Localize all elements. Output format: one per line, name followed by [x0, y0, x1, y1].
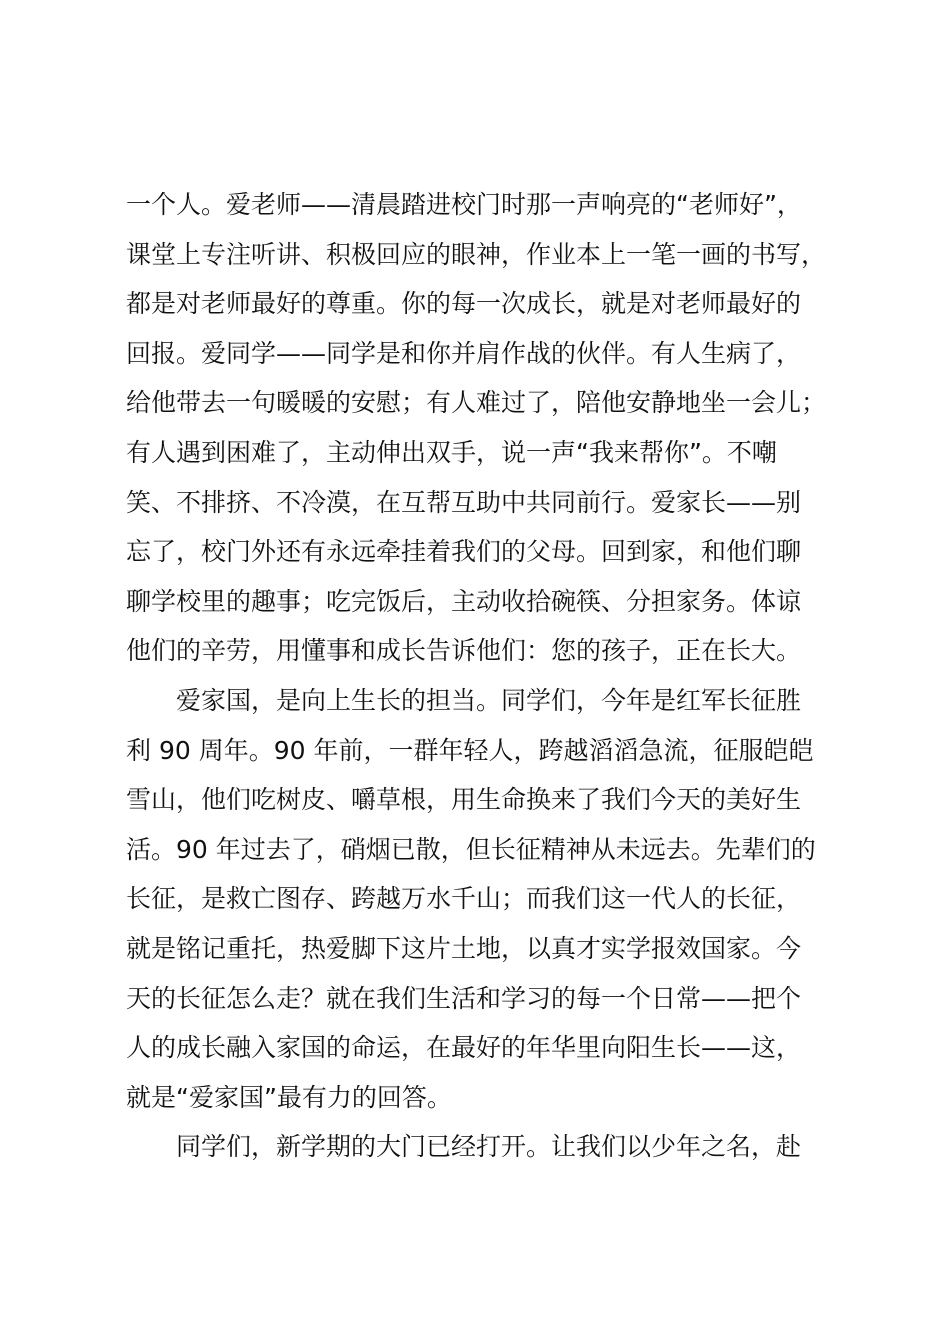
text-line: 人的成长融入家国的命运，在最好的年华里向阳生长——这， — [126, 1033, 802, 1063]
paragraph-start-line: 爱家国，是向上生长的担当。同学们，今年是红军长征胜 — [176, 685, 802, 715]
text-line: 利 90 周年。90 年前，一群年轻人，跨越滔滔急流，征服皑皑 — [126, 735, 814, 765]
text-line: 雪山，他们吃树皮、嚼草根，用生命换来了我们今天的美好生 — [126, 785, 802, 815]
text-line: 给他带去一句暖暖的安慰；有人难过了，陪他安静地坐一会儿； — [126, 388, 827, 418]
text-line: 课堂上专注听讲、积极回应的眼神，作业本上一笔一画的书写， — [126, 239, 827, 269]
text-line: 活。90 年过去了，硝烟已散，但长征精神从未远去。先辈们的 — [126, 834, 816, 864]
text-line: 有人遇到困难了，主动伸出双手，说一声“我来帮你”。不嘲 — [126, 437, 777, 467]
text-line: 都是对老师最好的尊重。你的每一次成长，就是对老师最好的 — [126, 289, 802, 319]
text-line: 一个人。爱老师——清晨踏进校门时那一声响亮的“老师好”， — [126, 190, 802, 219]
text-line: 长征，是救亡图存、跨越万水千山；而我们这一代人的长征， — [126, 884, 802, 914]
text-line: 天的长征怎么走？就在我们生活和学习的每一个日常——把个 — [126, 983, 802, 1013]
text-line: 聊学校里的趣事；吃完饭后，主动收拾碗筷、分担家务。体谅 — [126, 586, 802, 616]
text-line: 就是“爱家国”最有力的回答。 — [126, 1082, 452, 1112]
text-line: 他们的辛劳，用懂事和成长告诉他们：您的孩子，正在长大。 — [126, 636, 802, 666]
text-line: 就是铭记重托，热爱脚下这片土地，以真才实学报效国家。今 — [126, 933, 802, 963]
text-line: 回报。爱同学——同学是和你并肩作战的伙伴。有人生病了， — [126, 338, 802, 368]
body-text — [126, 180, 866, 1172]
paragraph-start-line: 同学们，新学期的大门已经打开。让我们以少年之名，赴 — [176, 1132, 802, 1162]
text-line: 忘了，校门外还有永远牵挂着我们的父母。回到家，和他们聊 — [126, 537, 802, 567]
text-line: 笑、不排挤、不冷漠，在互帮互助中共同前行。爱家长——别 — [126, 487, 802, 517]
